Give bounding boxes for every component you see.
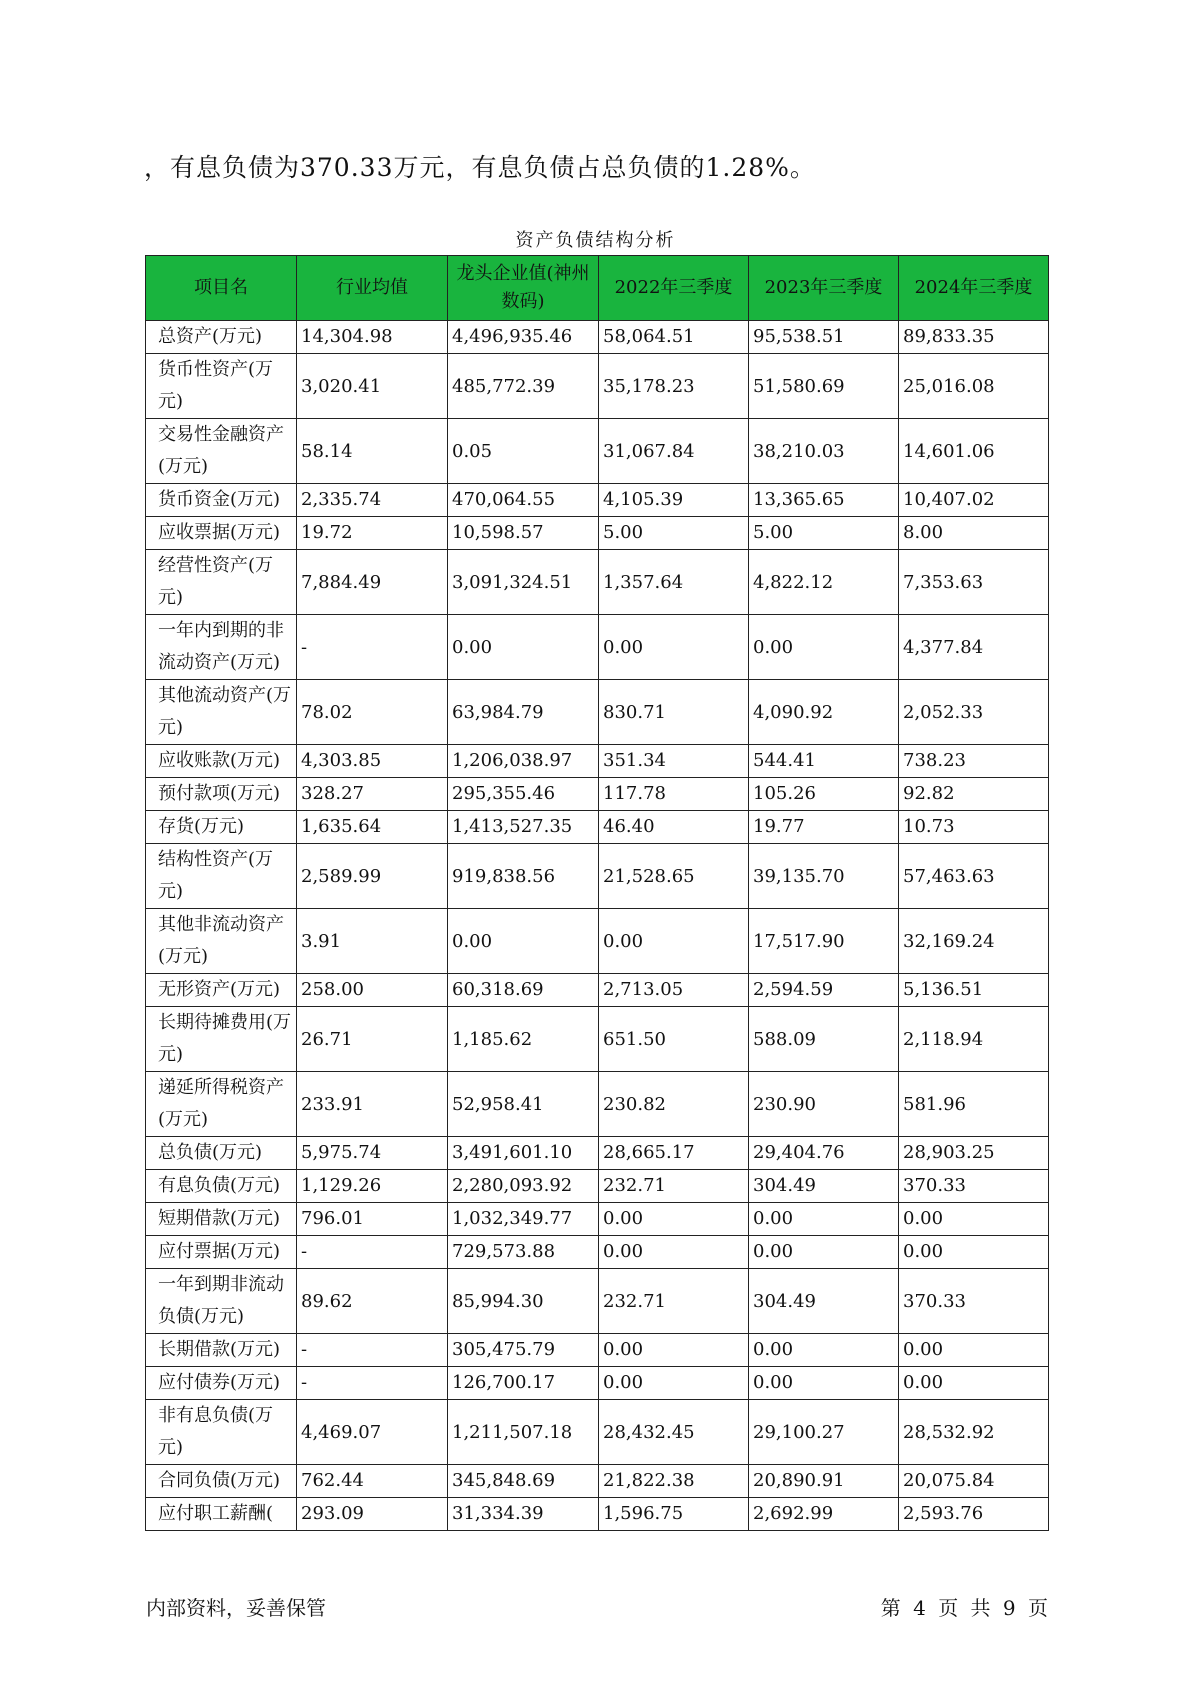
table-cell: 651.50 — [599, 1007, 749, 1072]
table-row — [146, 1007, 1049, 1072]
header-item-name: 项目名 — [146, 256, 297, 321]
table-cell: 14,304.98 — [297, 321, 448, 354]
header-2024q3: 2024年三季度 — [899, 256, 1049, 321]
table-cell: 5.00 — [749, 517, 899, 550]
table-cell: 1,129.26 — [297, 1170, 448, 1203]
table-cell: 581.96 — [899, 1072, 1049, 1137]
header-leader-value: 龙头企业值(神州数码) — [448, 256, 599, 321]
table-cell: 232.71 — [599, 1170, 749, 1203]
table-cell: 4,105.39 — [599, 484, 749, 517]
table-cell: 19.72 — [297, 517, 448, 550]
table-cell: 29,404.76 — [749, 1137, 899, 1170]
table-row — [146, 419, 1049, 484]
table-cell: 58,064.51 — [599, 321, 749, 354]
table-row — [146, 778, 1049, 811]
table-row — [146, 1236, 1049, 1269]
table-cell: 470,064.55 — [448, 484, 599, 517]
table-cell: 38,210.03 — [749, 419, 899, 484]
table-cell: 370.33 — [899, 1170, 1049, 1203]
table-cell: 2,052.33 — [899, 680, 1049, 745]
table-cell: 28,665.17 — [599, 1137, 749, 1170]
table-cell: 328.27 — [297, 778, 448, 811]
table-cell: 5.00 — [599, 517, 749, 550]
table-row — [146, 1269, 1049, 1334]
table-cell: 63,984.79 — [448, 680, 599, 745]
table-cell: 4,090.92 — [749, 680, 899, 745]
row-label: 一年内到期的非流动资产(万元) — [146, 615, 297, 680]
table-cell: 1,635.64 — [297, 811, 448, 844]
table-cell: 0.00 — [599, 1334, 749, 1367]
table-cell: 1,596.75 — [599, 1498, 749, 1531]
table-cell: 830.71 — [599, 680, 749, 745]
table-row — [146, 1498, 1049, 1531]
table-cell: 20,075.84 — [899, 1465, 1049, 1498]
row-label: 一年到期非流动负债(万元) — [146, 1269, 297, 1334]
table-cell: 729,573.88 — [448, 1236, 599, 1269]
table-cell: 89.62 — [297, 1269, 448, 1334]
table-row — [146, 517, 1049, 550]
table-cell: 293.09 — [297, 1498, 448, 1531]
row-label: 有息负债(万元) — [146, 1170, 297, 1203]
table-cell: 10,598.57 — [448, 517, 599, 550]
table-cell: 28,903.25 — [899, 1137, 1049, 1170]
footer-page-number: 第 4 页 共 9 页 — [880, 1596, 1048, 1620]
footer-confidential-note: 内部资料，妥善保管 — [146, 1596, 326, 1620]
table-row — [146, 550, 1049, 615]
table-cell: 0.00 — [599, 615, 749, 680]
table-cell: 2,593.76 — [899, 1498, 1049, 1531]
table-cell: 305,475.79 — [448, 1334, 599, 1367]
table-cell: 19.77 — [749, 811, 899, 844]
table-cell: 1,211,507.18 — [448, 1400, 599, 1465]
table-cell: 31,334.39 — [448, 1498, 599, 1531]
table-cell: 3,491,601.10 — [448, 1137, 599, 1170]
table-cell: 126,700.17 — [448, 1367, 599, 1400]
table-cell: 0.00 — [899, 1334, 1049, 1367]
row-label: 短期借款(万元) — [146, 1203, 297, 1236]
table-cell: 1,032,349.77 — [448, 1203, 599, 1236]
row-label: 递延所得税资产(万元) — [146, 1072, 297, 1137]
table-cell: 5,136.51 — [899, 974, 1049, 1007]
table-cell: 28,532.92 — [899, 1400, 1049, 1465]
table-cell: 738.23 — [899, 745, 1049, 778]
table-cell: 7,353.63 — [899, 550, 1049, 615]
row-label: 货币性资产(万元) — [146, 354, 297, 419]
table-cell: 31,067.84 — [599, 419, 749, 484]
row-label: 合同负债(万元) — [146, 1465, 297, 1498]
balance-sheet-table — [145, 255, 1049, 1531]
table-cell: 35,178.23 — [599, 354, 749, 419]
table-cell: 3,020.41 — [297, 354, 448, 419]
table-cell: 20,890.91 — [749, 1465, 899, 1498]
table-cell: 78.02 — [297, 680, 448, 745]
table-cell: 0.00 — [749, 1367, 899, 1400]
table-row — [146, 354, 1049, 419]
table-cell: 85,994.30 — [448, 1269, 599, 1334]
table-header-row — [146, 256, 1049, 321]
table-cell: 0.00 — [599, 1367, 749, 1400]
table-cell: 2,713.05 — [599, 974, 749, 1007]
table-cell: 0.00 — [899, 1236, 1049, 1269]
row-label: 总负债(万元) — [146, 1137, 297, 1170]
table-cell: 58.14 — [297, 419, 448, 484]
table-cell: 0.00 — [749, 1334, 899, 1367]
table-row — [146, 844, 1049, 909]
row-label: 应付票据(万元) — [146, 1236, 297, 1269]
table-cell: 105.26 — [749, 778, 899, 811]
table-cell: 230.90 — [749, 1072, 899, 1137]
table-cell: 25,016.08 — [899, 354, 1049, 419]
table-cell: 258.00 — [297, 974, 448, 1007]
table-cell: 0.00 — [899, 1203, 1049, 1236]
table-cell: 51,580.69 — [749, 354, 899, 419]
table-cell: 29,100.27 — [749, 1400, 899, 1465]
table-cell: - — [297, 1334, 448, 1367]
table-cell: 2,280,093.92 — [448, 1170, 599, 1203]
table-cell: 1,206,038.97 — [448, 745, 599, 778]
table-cell: 2,335.74 — [297, 484, 448, 517]
table-cell: 21,822.38 — [599, 1465, 749, 1498]
row-label: 预付款项(万元) — [146, 778, 297, 811]
table-row — [146, 1137, 1049, 1170]
intro-paragraph: ，有息负债为370.33万元，有息负债占总负债的1.28%。 — [144, 153, 816, 182]
table-cell: 762.44 — [297, 1465, 448, 1498]
row-label: 经营性资产(万元) — [146, 550, 297, 615]
table-row — [146, 321, 1049, 354]
row-label: 总资产(万元) — [146, 321, 297, 354]
row-label: 其他非流动资产(万元) — [146, 909, 297, 974]
table-cell: 304.49 — [749, 1170, 899, 1203]
table-cell: 13,365.65 — [749, 484, 899, 517]
table-cell: 3.91 — [297, 909, 448, 974]
row-label: 长期待摊费用(万元) — [146, 1007, 297, 1072]
table-cell: 60,318.69 — [448, 974, 599, 1007]
table-cell: 0.00 — [749, 1236, 899, 1269]
table-cell: 5,975.74 — [297, 1137, 448, 1170]
row-label: 其他流动资产(万元) — [146, 680, 297, 745]
table-cell: 0.05 — [448, 419, 599, 484]
table-row — [146, 1203, 1049, 1236]
row-label: 存货(万元) — [146, 811, 297, 844]
table-row — [146, 745, 1049, 778]
table-cell: 2,589.99 — [297, 844, 448, 909]
table-body — [146, 321, 1049, 1531]
table-cell: 233.91 — [297, 1072, 448, 1137]
table-cell: 370.33 — [899, 1269, 1049, 1334]
table-row — [146, 680, 1049, 745]
table-cell: - — [297, 1367, 448, 1400]
table-row — [146, 909, 1049, 974]
table-cell: 14,601.06 — [899, 419, 1049, 484]
table-cell: 796.01 — [297, 1203, 448, 1236]
table-cell: 0.00 — [448, 615, 599, 680]
table-cell: 0.00 — [599, 909, 749, 974]
table-row — [146, 484, 1049, 517]
table-cell: 230.82 — [599, 1072, 749, 1137]
table-cell: 4,303.85 — [297, 745, 448, 778]
table-cell: 57,463.63 — [899, 844, 1049, 909]
table-cell: 2,594.59 — [749, 974, 899, 1007]
table-cell: 351.34 — [599, 745, 749, 778]
header-2022q3: 2022年三季度 — [599, 256, 749, 321]
table-cell: 0.00 — [599, 1236, 749, 1269]
table-cell: 2,692.99 — [749, 1498, 899, 1531]
row-label: 交易性金融资产(万元) — [146, 419, 297, 484]
table-row — [146, 811, 1049, 844]
table-cell: 17,517.90 — [749, 909, 899, 974]
table-cell: 0.00 — [448, 909, 599, 974]
table-row — [146, 1334, 1049, 1367]
table-cell: 4,469.07 — [297, 1400, 448, 1465]
table-cell: 39,135.70 — [749, 844, 899, 909]
table-row — [146, 1367, 1049, 1400]
table-cell: 4,377.84 — [899, 615, 1049, 680]
row-label: 应付职工薪酬( — [146, 1498, 297, 1531]
table-cell: - — [297, 615, 448, 680]
table-cell: 26.71 — [297, 1007, 448, 1072]
table-cell: 304.49 — [749, 1269, 899, 1334]
table-cell: 10,407.02 — [899, 484, 1049, 517]
row-label: 无形资产(万元) — [146, 974, 297, 1007]
table-cell: 92.82 — [899, 778, 1049, 811]
row-label: 非有息负债(万元) — [146, 1400, 297, 1465]
table-cell: 32,169.24 — [899, 909, 1049, 974]
table-cell: 21,528.65 — [599, 844, 749, 909]
table-caption: 资产负债结构分析 — [515, 230, 676, 251]
table-row — [146, 1072, 1049, 1137]
table-cell: 4,496,935.46 — [448, 321, 599, 354]
table-cell: 0.00 — [899, 1367, 1049, 1400]
table-cell: 8.00 — [899, 517, 1049, 550]
table-cell: 89,833.35 — [899, 321, 1049, 354]
row-label: 应收票据(万元) — [146, 517, 297, 550]
row-label: 货币资金(万元) — [146, 484, 297, 517]
table-cell: 117.78 — [599, 778, 749, 811]
table-cell: 544.41 — [749, 745, 899, 778]
table-row — [146, 1465, 1049, 1498]
table-cell: 1,413,527.35 — [448, 811, 599, 844]
table-cell: 3,091,324.51 — [448, 550, 599, 615]
table-cell: 2,118.94 — [899, 1007, 1049, 1072]
row-label: 结构性资产(万元) — [146, 844, 297, 909]
table-cell: 1,185.62 — [448, 1007, 599, 1072]
table-cell: 919,838.56 — [448, 844, 599, 909]
row-label: 长期借款(万元) — [146, 1334, 297, 1367]
table-row — [146, 615, 1049, 680]
table-cell: - — [297, 1236, 448, 1269]
table-cell: 10.73 — [899, 811, 1049, 844]
table-cell: 588.09 — [749, 1007, 899, 1072]
row-label: 应付债券(万元) — [146, 1367, 297, 1400]
table-cell: 0.00 — [749, 615, 899, 680]
table-cell: 232.71 — [599, 1269, 749, 1334]
table-cell: 28,432.45 — [599, 1400, 749, 1465]
row-label: 应收账款(万元) — [146, 745, 297, 778]
header-industry-avg: 行业均值 — [297, 256, 448, 321]
table-cell: 485,772.39 — [448, 354, 599, 419]
table-cell: 0.00 — [749, 1203, 899, 1236]
table-cell: 4,822.12 — [749, 550, 899, 615]
table-cell: 95,538.51 — [749, 321, 899, 354]
table-cell: 52,958.41 — [448, 1072, 599, 1137]
table-cell: 0.00 — [599, 1203, 749, 1236]
header-2023q3: 2023年三季度 — [749, 256, 899, 321]
table-row — [146, 1170, 1049, 1203]
table-cell: 1,357.64 — [599, 550, 749, 615]
table-row — [146, 1400, 1049, 1465]
table-cell: 7,884.49 — [297, 550, 448, 615]
table-cell: 345,848.69 — [448, 1465, 599, 1498]
table-row — [146, 974, 1049, 1007]
table-cell: 46.40 — [599, 811, 749, 844]
table-cell: 295,355.46 — [448, 778, 599, 811]
